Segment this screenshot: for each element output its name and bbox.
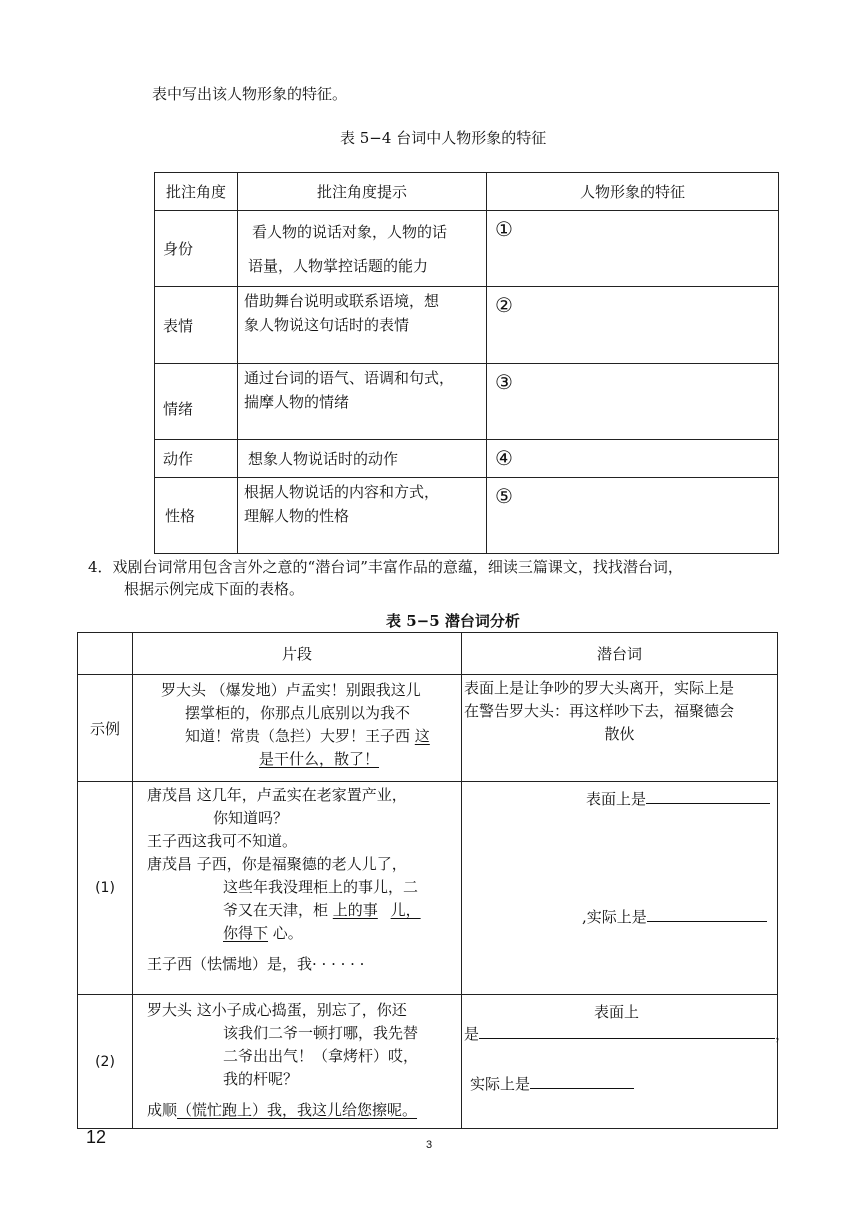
t2-row-1 [78, 782, 778, 995]
segment-line [133, 748, 461, 771]
t1-hint-line1: 借助舞台说明或联系语境，想 [244, 292, 440, 310]
t2-row-label: 示例 [78, 675, 133, 782]
surface-label: 表面上 [594, 1003, 640, 1021]
t2-subtext [462, 675, 778, 782]
t1-mark: ⑤ [495, 484, 513, 508]
t1-hint-line1: 想象人物说话时的动作 [248, 450, 399, 468]
segment-line [133, 899, 461, 922]
actual-answer [470, 1073, 634, 1094]
t2-row-example [78, 675, 778, 782]
t1-row-identity [155, 211, 779, 287]
segment-underlined: 是干什么，散了！ [259, 750, 380, 768]
t1-feature-cell[interactable] [487, 364, 779, 440]
actual-answer [582, 906, 767, 927]
actual-label: ,实际上是 [582, 908, 647, 926]
t2-segment [133, 782, 462, 995]
t1-hint-line2: 揣摩人物的情绪 [244, 393, 350, 411]
t1-angle: 表情 [155, 287, 238, 364]
segment-underlined: 上的事 [332, 901, 378, 919]
intro-text: 表中写出该人物形象的特征。 [152, 85, 348, 103]
segment-line [133, 725, 461, 748]
t1-row-expression [155, 287, 779, 364]
surface-comma: ， [775, 1025, 791, 1043]
t2-header-subtext: 潜台词 [462, 633, 778, 675]
segment-line: 我的杆呢？ [223, 1070, 299, 1088]
surface-blank[interactable] [646, 789, 770, 804]
t1-hint [238, 211, 487, 287]
actual-blank[interactable] [530, 1074, 634, 1089]
question-4-line2: 根据示例完成下面的表格。 [124, 580, 305, 598]
subtext-line: 在警告罗大头：再这样吵下去，福聚德会 [464, 702, 735, 720]
t2-segment [133, 675, 462, 782]
t1-hint-line1: 通过台词的语气、语调和句式， [244, 369, 455, 387]
segment-line: 王子西这我可不知道。 [147, 832, 298, 850]
t2-row-2 [78, 995, 778, 1129]
t2-row-label: (1) [78, 782, 133, 995]
surface-label: 表面上是 [586, 790, 647, 808]
t1-hint [238, 440, 487, 478]
t1-mark: ④ [495, 446, 513, 470]
segment-text: 心。 [272, 924, 303, 942]
actual-blank[interactable] [647, 907, 767, 922]
question-4-line1: 4．戏剧台词常用包含言外之意的“潜台词”丰富作品的意蕴，细读三篇课文，找找潜台词， [88, 558, 683, 576]
surface-label-2: 是 [464, 1025, 480, 1043]
t1-hint [238, 478, 487, 554]
segment-underlined: 儿， [390, 901, 421, 919]
segment-line: 二爷出出气！（拿烤杆）哎， [223, 1047, 419, 1065]
segment-line [133, 922, 461, 945]
segment-line: 这些年我没理柜上的事儿，二 [223, 878, 419, 896]
segment-line: 唐茂昌 子西，你是福聚德的老人儿了， [147, 855, 407, 873]
t1-hint-line2: 象人物说这句话时的表情 [244, 316, 410, 334]
segment-line: 罗大头 （爆发地）卢孟实！别跟我这儿 [161, 681, 421, 699]
t2-row-label: (2) [78, 995, 133, 1129]
table-subtext-analysis [77, 632, 791, 1129]
t1-hint-line2: 理解人物的性格 [244, 507, 350, 525]
segment-line: 摆掌柜的，你那点儿底别以为我不 [185, 704, 411, 722]
table1-caption: 表 5−4 台词中人物形象的特征 [340, 129, 547, 147]
t1-row-personality [155, 478, 779, 554]
segment-line: 唐茂昌 这几年，卢孟实在老家置产业， [147, 786, 407, 804]
t1-angle: 身份 [155, 211, 238, 287]
actual-label: 实际上是 [470, 1075, 531, 1093]
surface-blank[interactable] [479, 1024, 775, 1039]
segment-text: 爷又在天津，柜 [223, 901, 329, 919]
t2-header-blank [78, 633, 133, 675]
t1-hint-line1: 看人物的说话对象，人物的话 [252, 222, 448, 241]
page-number-center: 3 [426, 1139, 433, 1151]
t2-header-segment: 片段 [133, 633, 462, 675]
t1-hint-line1: 根据人物说话的内容和方式， [244, 483, 440, 501]
segment-line: 你知道吗？ [213, 809, 289, 827]
segment-line: 罗大头 这小子成心捣蛋，别忘了，你还 [147, 1001, 407, 1019]
t1-hint [238, 287, 487, 364]
t2-subtext [462, 995, 791, 1129]
table2-caption: 表 5−5 潜台词分析 [386, 612, 520, 630]
t1-angle: 情绪 [155, 364, 238, 440]
t1-feature-cell[interactable] [487, 287, 779, 364]
page-number-left: 12 [86, 1127, 107, 1147]
segment-underlined: 你得下 [223, 924, 269, 942]
t1-angle: 动作 [155, 440, 238, 478]
t2-segment [133, 995, 462, 1129]
t1-row-emotion [155, 364, 779, 440]
surface-answer [586, 788, 770, 809]
segment-text: 成顺 [147, 1101, 178, 1119]
t1-feature-cell[interactable] [487, 211, 779, 287]
t1-hint-line2: 语量，人物掌控话题的能力 [248, 256, 429, 275]
subtext-line: 散伙 [604, 725, 635, 743]
t1-hint [238, 364, 487, 440]
t1-row-action [155, 440, 779, 478]
t1-angle: 性格 [155, 478, 238, 554]
t1-header-hint: 批注角度提示 [238, 173, 487, 211]
segment-line: 王子西（怯懦地）是，我· · · · · · [147, 955, 365, 973]
t1-header-angle: 批注角度 [155, 173, 238, 211]
t2-subtext [462, 782, 778, 995]
t1-mark: ② [495, 293, 513, 317]
t1-mark: ① [495, 217, 513, 241]
t1-header-feature: 人物形象的特征 [487, 173, 779, 211]
surface-answer [464, 1023, 790, 1044]
segment-line: 该我们二爷一顿打哪，我先替 [223, 1024, 419, 1042]
subtext-line: 表面上是让争吵的罗大头离开，实际上是 [464, 679, 735, 697]
segment-underlined: 这 [414, 727, 430, 745]
t1-mark: ③ [495, 370, 513, 394]
segment-line [133, 1099, 461, 1122]
segment-text: 知道！常贵（急拦）大罗！王子西 [185, 727, 411, 745]
segment-underlined: （慌忙跑上）我，我这儿给您擦呢。 [177, 1101, 418, 1119]
t1-feature-cell[interactable] [487, 440, 779, 478]
t1-feature-cell[interactable] [487, 478, 779, 554]
table-character-features [154, 172, 779, 554]
